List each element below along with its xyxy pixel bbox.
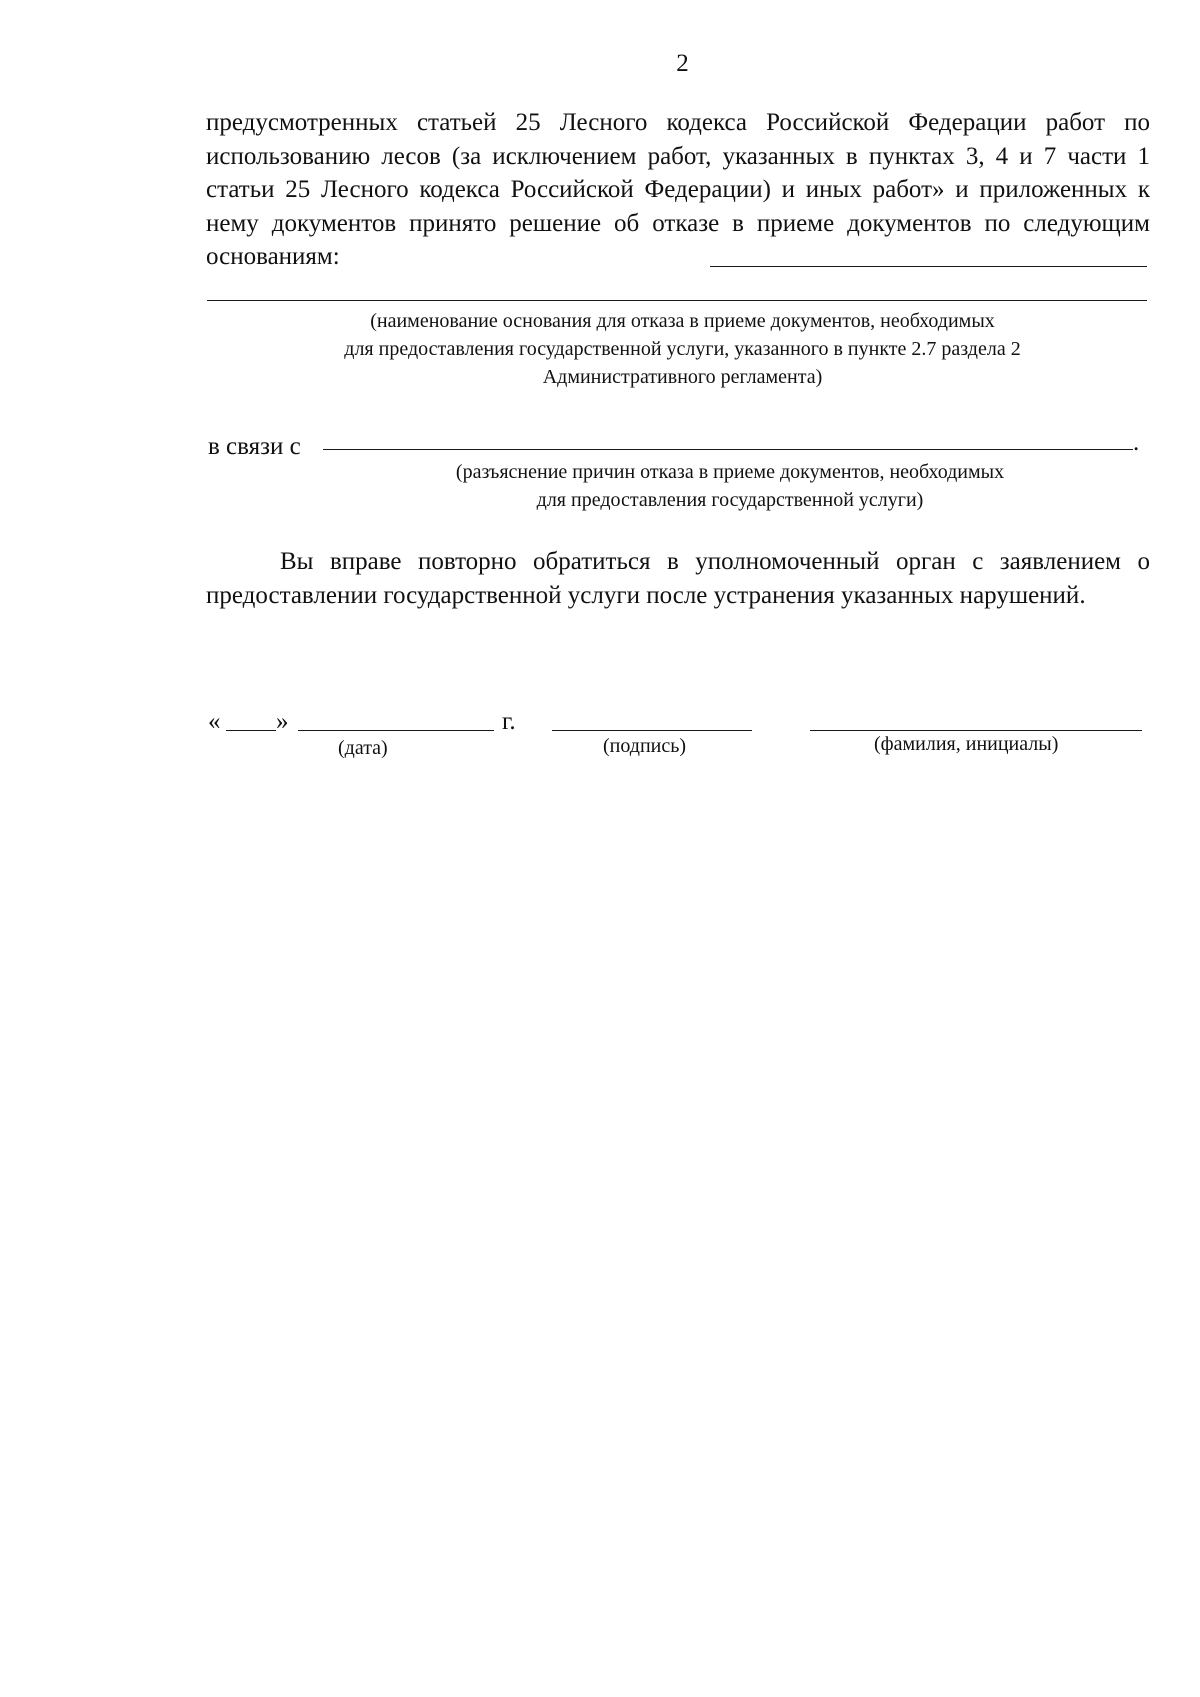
in-connection-label: в связи с bbox=[208, 433, 301, 460]
name-caption: (фамилия, инициалы) bbox=[874, 733, 1059, 755]
date-close-quote: » bbox=[276, 708, 289, 735]
signature-blank bbox=[552, 730, 752, 731]
reason-caption-line-1: (разъяснение причин отказа в приеме документов, необходимых bbox=[455, 461, 1005, 483]
date-open-quote: « bbox=[208, 708, 221, 735]
page-number: 2 bbox=[676, 50, 689, 77]
date-day-blank bbox=[226, 730, 276, 731]
in-connection-period: . bbox=[1133, 429, 1140, 456]
date-month-blank bbox=[298, 730, 494, 731]
main-paragraph: предусмотренных статьей 25 Лесного кодекса Российской Федерации работ по использованию лесов (за исключением работ, указанных в пунктах 3, 4 и 7 части 1 статьи 25 Лесного кодекса Российской Федерации) и иных работ» и приложенных к нему документов принято решение об отказе в приеме документов по следующим основаниям: bbox=[206, 109, 1150, 270]
in-connection-blank-line bbox=[323, 449, 1133, 450]
date-caption: (дата) bbox=[338, 737, 388, 759]
grounds-caption-line-3: Административного регламента) bbox=[542, 366, 823, 388]
signature-caption: (подпись) bbox=[603, 735, 687, 757]
name-blank bbox=[810, 730, 1142, 731]
grounds-caption-line-2: для предоставления государственной услуги, указанного в пункте 2.7 раздела 2 bbox=[344, 338, 1021, 360]
grounds-blank-line-1 bbox=[710, 266, 1147, 267]
date-year-suffix: г. bbox=[502, 708, 516, 735]
reason-caption-line-2: для предоставления государственной услуги) bbox=[536, 489, 924, 511]
rights-paragraph: Вы вправе повторно обратиться в уполномоченный орган с заявлением о предоставлении государственной услуги после устранения указанных нарушений. bbox=[206, 548, 1150, 609]
grounds-blank-line-2 bbox=[207, 300, 1147, 301]
grounds-caption-line-1: (наименование основания для отказа в приеме документов, необходимых bbox=[370, 310, 995, 332]
